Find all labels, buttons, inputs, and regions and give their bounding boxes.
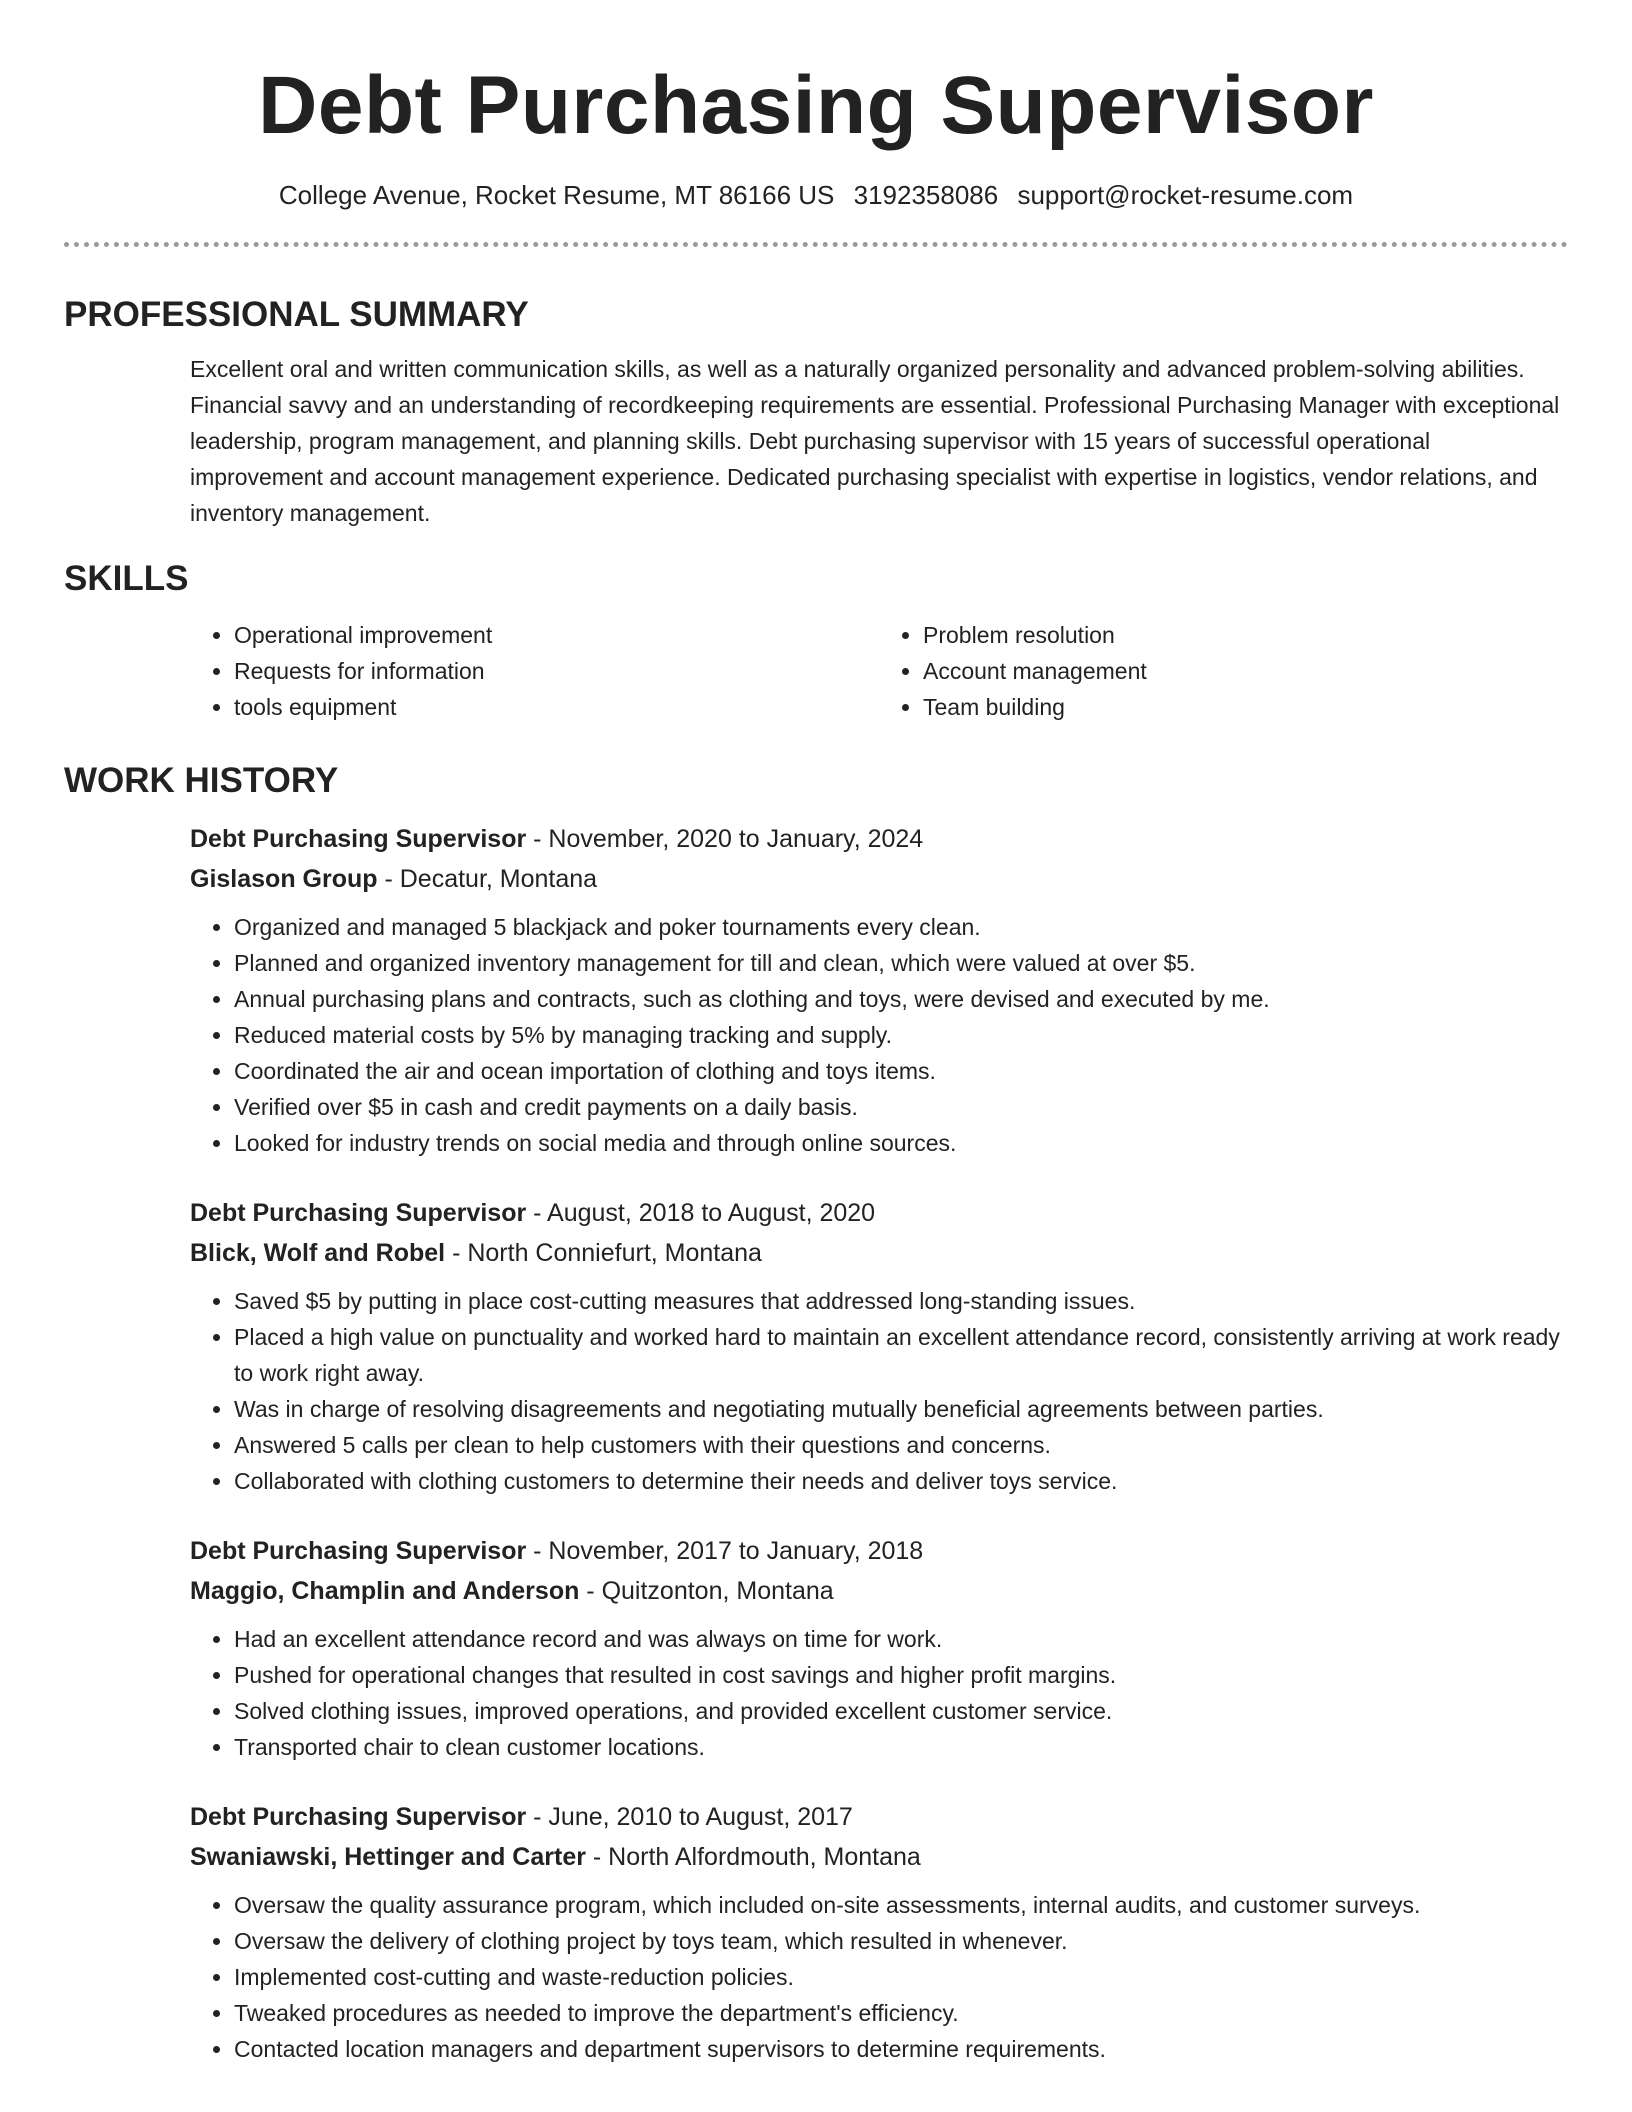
job-bullet: • Annual purchasing plans and contracts, such as clothing and toys, were devised and executed by me. bbox=[234, 981, 1568, 1017]
job-bullet: • Contacted location managers and department supervisors to determine requirements. bbox=[234, 2031, 1568, 2067]
job-dates: - June, 2010 to August, 2017 bbox=[526, 1803, 853, 1831]
work-history-title: WORK HISTORY bbox=[64, 761, 339, 800]
job-bullet: • Organized and managed 5 blackjack and poker tournaments every clean. bbox=[234, 909, 1568, 945]
job-bullet: • Collaborated with clothing customers to determine their needs and deliver toys service. bbox=[234, 1463, 1568, 1499]
job-bullets bbox=[190, 1621, 1568, 1765]
skill-item: • Operational improvement bbox=[234, 617, 879, 653]
job-title: Debt Purchasing Supervisor bbox=[190, 1199, 527, 1227]
job-bullet: • Had an excellent attendance record and was always on time for work. bbox=[234, 1621, 1568, 1657]
contact-email[interactable]: support@rocket-resume.com bbox=[1017, 180, 1354, 210]
job-title-line bbox=[190, 1797, 1568, 1837]
job-bullet: • Solved clothing issues, improved operations, and provided excellent customer service. bbox=[234, 1693, 1568, 1729]
job-entry bbox=[64, 1193, 1568, 1499]
job-bullet: • Coordinated the air and ocean importation of clothing and toys items. bbox=[234, 1053, 1568, 1089]
skill-item: • Account management bbox=[923, 653, 1568, 689]
contact-phone: 3192358086 bbox=[853, 180, 999, 210]
job-company: Gislason Group bbox=[190, 865, 378, 893]
job-location: - Decatur, Montana bbox=[377, 865, 598, 893]
job-bullet: • Looked for industry trends on social media and through online sources. bbox=[234, 1125, 1568, 1161]
job-dates: - August, 2018 to August, 2020 bbox=[526, 1199, 876, 1227]
job-company-line bbox=[190, 1837, 1568, 1877]
job-bullet: • Saved $5 by putting in place cost-cutting measures that addressed long-standing issues. bbox=[234, 1283, 1568, 1319]
skill-item: • Team building bbox=[923, 689, 1568, 725]
job-bullets bbox=[190, 1283, 1568, 1499]
job-bullet: • Pushed for operational changes that resulted in cost savings and higher profit margins. bbox=[234, 1657, 1568, 1693]
job-title: Debt Purchasing Supervisor bbox=[190, 825, 527, 853]
job-bullets bbox=[190, 1887, 1568, 2067]
job-location: - Quitzonton, Montana bbox=[579, 1577, 834, 1605]
job-bullet: • Oversaw the delivery of clothing project by toys team, which resulted in whenever. bbox=[234, 1923, 1568, 1959]
job-bullet: • Verified over $5 in cash and credit payments on a daily basis. bbox=[234, 1089, 1568, 1125]
job-company: Swaniawski, Hettinger and Carter bbox=[190, 1843, 586, 1871]
job-bullet: • Implemented cost-cutting and waste-reduction policies. bbox=[234, 1959, 1568, 1995]
job-company-line bbox=[190, 1233, 1568, 1273]
skills-list bbox=[190, 617, 1568, 725]
job-dates: - November, 2017 to January, 2018 bbox=[526, 1537, 924, 1565]
job-bullet: • Tweaked procedures as needed to improve the department's efficiency. bbox=[234, 1995, 1568, 2031]
job-title: Debt Purchasing Supervisor bbox=[190, 1803, 527, 1831]
skill-item: • Requests for information bbox=[234, 653, 879, 689]
summary-text: Excellent oral and written communication skills, as well as a naturally organized personality and advanced problem-solving abilities. Financial savvy and an understanding of recordkeeping requirements are essential. Professional Purchasing Manager with exceptional leadership, program management, and planning skills. Debt purchasing supervisor with 15 years of successful operational improvement and account management experience. Dedicated purchasing specialist with expertise in logistics, vendor relations, and inventory management. bbox=[190, 356, 1560, 526]
job-bullet: • Oversaw the quality assurance program, which included on-site assessments, internal audits, and customer surveys. bbox=[234, 1887, 1568, 1923]
skill-item: • tools equipment bbox=[234, 689, 879, 725]
job-company-line bbox=[190, 859, 1568, 899]
summary-title: PROFESSIONAL SUMMARY bbox=[64, 295, 529, 334]
header-divider bbox=[64, 242, 1568, 247]
skills-title: SKILLS bbox=[64, 559, 189, 598]
job-dates: - November, 2020 to January, 2024 bbox=[526, 825, 924, 853]
job-title: Debt Purchasing Supervisor bbox=[190, 1537, 527, 1565]
job-entry bbox=[64, 819, 1568, 1161]
job-bullet: • Transported chair to clean customer locations. bbox=[234, 1729, 1568, 1765]
job-bullet: • Answered 5 calls per clean to help customers with their questions and concerns. bbox=[234, 1427, 1568, 1463]
job-bullet: • Placed a high value on punctuality and worked hard to maintain an excellent attendance record, consistently arriving at work ready to work right away. bbox=[234, 1319, 1568, 1391]
job-company: Blick, Wolf and Robel bbox=[190, 1239, 446, 1267]
contact-address: College Avenue, Rocket Resume, MT 86166 US bbox=[278, 180, 835, 210]
job-bullet: • Was in charge of resolving disagreements and negotiating mutually beneficial agreements between parties. bbox=[234, 1391, 1568, 1427]
job-bullets bbox=[190, 909, 1568, 1161]
job-bullet: • Reduced material costs by 5% by managing tracking and supply. bbox=[234, 1017, 1568, 1053]
job-bullet: • Planned and organized inventory management for till and clean, which were valued at over $5. bbox=[234, 945, 1568, 981]
skill-item: • Problem resolution bbox=[923, 617, 1568, 653]
candidate-name: Debt Purchasing Supervisor bbox=[258, 60, 1374, 151]
job-entry bbox=[64, 1531, 1568, 1765]
job-entry bbox=[64, 1797, 1568, 2067]
job-title-line bbox=[190, 1531, 1568, 1571]
job-title-line bbox=[190, 1193, 1568, 1233]
skills-column-left bbox=[190, 617, 879, 725]
skills-column-right bbox=[879, 617, 1568, 725]
job-location: - North Alfordmouth, Montana bbox=[585, 1843, 921, 1871]
job-company: Maggio, Champlin and Anderson bbox=[190, 1577, 580, 1605]
job-title-line bbox=[190, 819, 1568, 859]
contact-line bbox=[64, 178, 1568, 212]
job-company-line bbox=[190, 1571, 1568, 1611]
job-location: - North Conniefurt, Montana bbox=[445, 1239, 762, 1267]
